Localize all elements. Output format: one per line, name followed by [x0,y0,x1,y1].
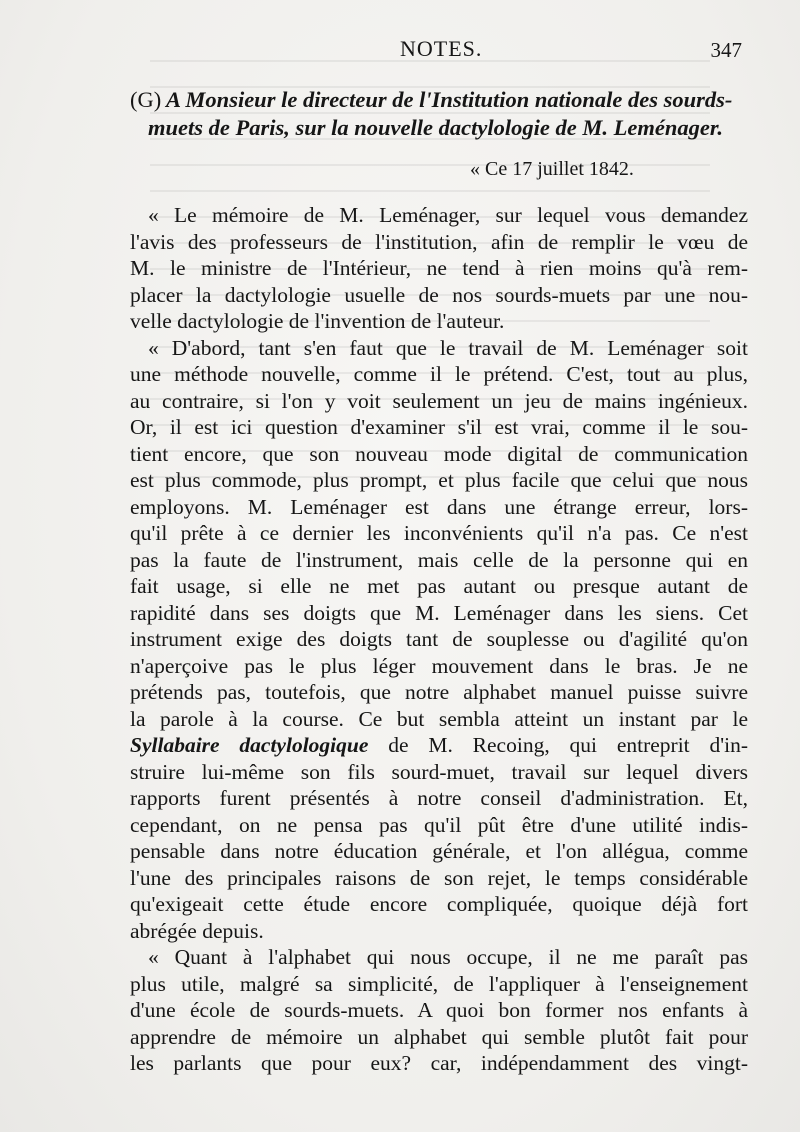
text-line: « Le mémoire de M. Leménager, sur lequel vous demandez [148,203,748,227]
text-line: pensable dans notre éducation générale, et l'on allégua, comme [130,839,748,863]
italic-line-rest: de M. Recoing, qui entreprit d'in- [368,733,748,757]
text-line: l'une des principales raisons de son rejet, le temps considérable [130,865,748,890]
text-line: abrégée depuis. [130,918,264,943]
text-line: velle dactylologie de l'invention de l'auteur. [130,309,505,333]
text-line: tient encore, que son nouveau mode digital de communication [130,441,748,466]
text-line: la parole à la course. Ce but sembla atteint un instant par le [130,706,748,731]
text-line: prétends pas, toutefois, que notre alphabet manuel puisse suivre [130,680,748,704]
text-line: au contraire, si l'on y voit seulement un jeu de mains ingénieux. [130,388,748,413]
heading-line-1 [130,86,750,114]
body-text [130,202,748,1077]
heading-line-2: muets de Paris, sur la nouvelle dactylologie de M. Leménager. [148,115,723,140]
italic-term: Syllabaire dactylologique [130,733,369,757]
text-line: fait usage, si elle ne met pas autant ou presque autant de [130,574,748,598]
page-number: 347 [710,38,742,62]
text-line: rapidité dans ses doigts que M. Leménager dans les siens. Cet [130,600,748,625]
text-line: qu'exigeait cette étude encore compliquée, quoique déjà fort [130,892,748,916]
text-line: « D'abord, tant s'en faut que le travail de M. Leménager soit [148,335,748,360]
note-heading [130,86,750,142]
text-line: apprendre de mémoire un alphabet qui semble plutôt fait pour [130,1024,748,1049]
text-line: qu'il prête à ce dernier les inconvénients qu'il n'a pas. Ce n'est [130,521,748,545]
text-line: M. le ministre de l'Intérieur, ne tend à rien moins qu'à rem- [130,256,748,280]
text-line: pas la faute de l'instrument, mais celle de la personne qui en [130,547,748,572]
text-line: est plus commode, plus prompt, et plus facile que celui que nous [130,468,748,492]
text-line: struire lui-même son fils sourd-muet, travail sur lequel divers [130,759,748,784]
text-line: une méthode nouvelle, comme il le prétend. C'est, tout au plus, [130,362,748,386]
note-label: (G) [130,87,162,112]
text-line: n'aperçoive pas le plus léger mouvement dans le bras. Je ne [130,653,748,678]
running-title: NOTES. [400,36,483,61]
text-line: l'avis des professeurs de l'institution, afin de remplir le vœu de [130,229,748,254]
text-line: rapports furent présentés à notre conseil d'administration. Et, [130,786,748,810]
text-line-with-italic [130,732,748,759]
heading-text-1: A Monsieur le directeur de l'Institution nationale des sourds- [166,87,733,112]
text-line: d'une école de sourds-muets. A quoi bon former nos enfants à [130,998,748,1022]
text-line: « Quant à l'alphabet qui nous occupe, il ne me paraît pas [148,945,748,969]
text-line: instrument exige des doigts tant de souplesse ou d'agilité qu'on [130,627,748,651]
text-line: Or, il est ici question d'examiner s'il est vrai, comme il le sou- [130,415,748,439]
text-line: les parlants que pour eux? car, indépendamment des vingt- [130,1051,748,1075]
text-line: employons. M. Leménager est dans une étrange erreur, lors- [130,494,748,519]
running-head [130,36,742,66]
text-line: cependant, on ne pensa pas qu'il pût être d'une utilité indis- [130,812,748,837]
text-line: plus utile, malgré sa simplicité, de l'appliquer à l'enseignement [130,971,748,996]
text-line: placer la dactylologie usuelle de nos sourds-muets par une nou- [130,282,748,307]
dateline: « Ce 17 juillet 1842. [470,158,634,180]
